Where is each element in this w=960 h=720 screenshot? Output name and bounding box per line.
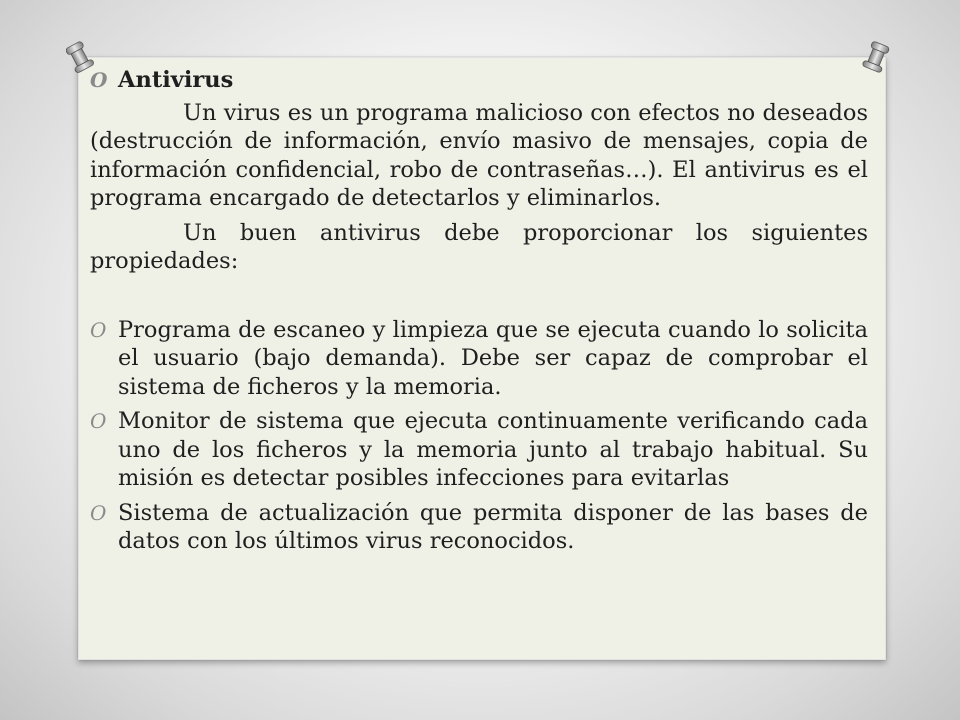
intro-paragraph: Un virus es un programa malicioso con efectos no deseados (destrucción de información, envío masivo de mensajes, copia de información confidencial, robo de contraseñas…). El antivirus es el programa encargado de detectarlos y eliminarlos. [90,99,868,211]
list-item-text: Programa de escaneo y limpieza que se ejecuta cuando lo solicita el usuario (bajo demanda). Debe ser capaz de comprobar el sistema de ficheros y la memoria. [118,316,868,400]
list-item [90,316,868,402]
bullet-icon: O [90,409,107,433]
spacer [90,282,868,316]
heading-bullet-icon: O [90,68,108,92]
heading-row [90,66,868,95]
slide-content [90,66,868,562]
list-item-text: Sistema de actualización que permita disponer de las bases de datos con los últimos virus reconocidos. [118,499,868,554]
list-item [90,499,868,556]
intro-paragraph: Un buen antivirus debe proporcionar los siguientes propiedades: [90,219,868,274]
bullet-icon: O [90,500,107,525]
slide-heading: Antivirus [118,67,234,93]
list-item-text: Monitor de sistema que ejecuta continuamente verificando cada uno de los ficheros y la memoria junto al trabajo habitual. Su misión es detectar posibles infecciones para evitarlas [118,408,868,491]
list-item [90,407,868,493]
bullet-icon: O [90,317,107,342]
